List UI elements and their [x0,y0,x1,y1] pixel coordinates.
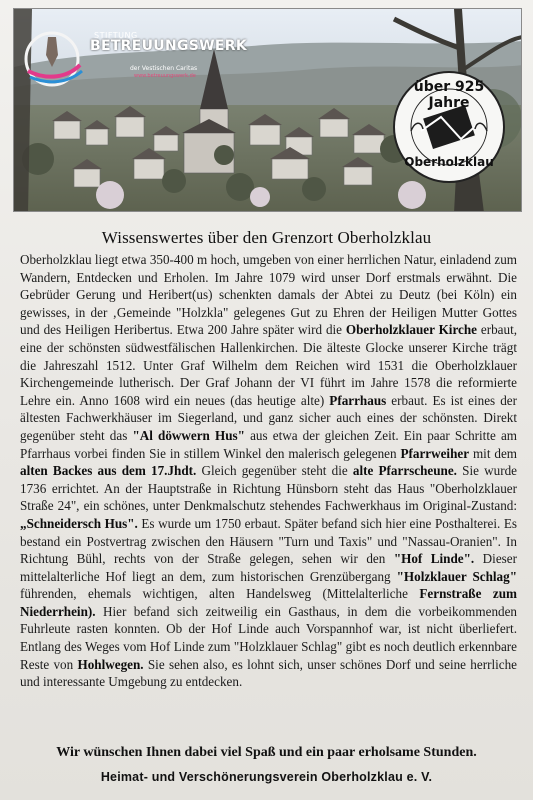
closing-line: Wir wünschen Ihnen dabei viel Spaß und ein paar erholsame Stunden. [56,745,477,760]
highlighted-landmark: „Schneidersch Hus". [20,515,138,531]
highlighted-landmark: alte Pfarrscheune. [352,463,457,479]
sign-title: Wissenswertes über den Grenzort Oberholzklau [101,228,432,247]
history-text-segment: führenden, ehemals wichtigen, alten Handelsweg (Mittelalterliche [20,586,420,602]
history-text-segment: erbaut. Es ist eines der ältesten Fachwerkhäuser im Siegerland, und ganz sicher auch eines der schönsten. Direkt gegenüber steht das [20,392,517,443]
highlighted-landmark: Oberholzklauer Kirche [345,322,478,338]
association-signature: Heimat- und Verschönerungsverein Oberholzklau e. V. [100,770,433,784]
highlighted-landmark: Hohlwegen. [77,656,144,672]
logo-web-address: www.betreuungswerk.de [134,73,196,79]
history-text-segment: erbaut, eine der schönsten südwestfälischen Hallenkirchen. Die älteste Glocke unserer Kirche trägt die Jahreszahl 1512. Unter Graf Wilhelm dem Reichen wird 1531 die Oberholzklauer Kirchengemeinde lutherisch. Der Graf Johann der VI führt im Jahre 1578 die reformierte Lehre ein. Anno 1608 wird ein neues (das heutige alte) [20,322,518,408]
highlighted-landmark: alten Backes aus dem 17.Jhdt. [20,463,197,479]
history-text-segment: Dieser mittelalterliche Hof liegt an dem, zum historischen Grenzübergang [20,551,517,584]
history-text-segment: mit dem [469,445,517,461]
history-text-segment: Oberholzklau liegt etwa 350-400 m hoch, umgeben von einer herrlichen Natur, einladend zum Wandern, Entdecken und Erholen. Im Jahre 1079 wird unser Dorf erstmals erwähnt. Die Gebrüder Gerung und Heribert(us) schenkten damals der Abtei zu Deutz (bei Köln) ein gewisses, in der ‚Gemeinde "Holzkla" gelegenes Gut zu Ehren der Heiligen Mutter Gottes und des Heiligen Heribertus. Etwa 200 Jahre später wird die [20,252,517,338]
history-text-segment: Gleich gegenüber steht die [196,463,353,479]
history-text [20,251,517,727]
highlighted-landmark: "Holzklauer Schlag" [396,568,517,584]
village-photo [13,8,522,212]
highlighted-landmark: Fernstraße zum Niederrhein). [20,586,517,619]
foundation-logo [18,27,247,87]
logo-top-text: STIFTUNG [94,31,138,40]
history-text-segment: aus etwa der gleichen Zeit. Ein paar Schritte am Pfarrhaus vorbei finden Sie in stillem Winkel den malerisch gelegenen [20,427,517,461]
highlighted-landmark: "Al döwwern Hus" [132,427,245,443]
seal-village-text: Oberholzklau [404,155,494,169]
anniversary-seal [391,69,507,185]
logo-subtitle: der Vestischen Caritas [130,65,198,72]
history-text-segment: Hier befand sich zeitweilig ein Gasthaus, in dem die vorbeikommenden Fuhrleute rasten konnten. Ob der Hof Linde auch Vorspannhof war, ist nicht überliefert. Entlang des Weges vom Hof Linde zum "Holzklauer Schlag" gibt es noch deutlich erkennbare Reste von [20,603,517,672]
history-text-segment: Sie wurde 1736 errichtet. An der Hauptstraße in Richtung Hünsborn steht das Haus "Oberholzklauer Straße 24", ein schönes, unter Denkmalschutz stehendes Fachwerkhaus im Original-Zustand: [20,463,518,514]
highlighted-landmark: "Hof Linde". [393,551,475,567]
highlighted-landmark: Pfarrhaus [329,392,387,408]
history-text-segment: Es wurde um 1750 erbaut. Später befand sich hier eine Posthalterei. Es bestand ein Postvertrag zwischen den Häusern "Turn und Taxis" und "Nassau-Oranien". In Richtung Bühl, rechts von der Straße gelegen, sehen wir den [20,515,517,567]
logo-name: BETREUUNGSWERK [90,38,247,54]
history-text-segment: Sie sehen also, es lohnt sich, unser schönes Dorf und seine herrliche und interessante Umgebung zu entdecken. [20,656,517,690]
logo-emblem-icon [18,27,88,87]
highlighted-landmark: Pfarrweiher [400,445,470,461]
seal-years-text: über 925 Jahre [413,79,485,111]
